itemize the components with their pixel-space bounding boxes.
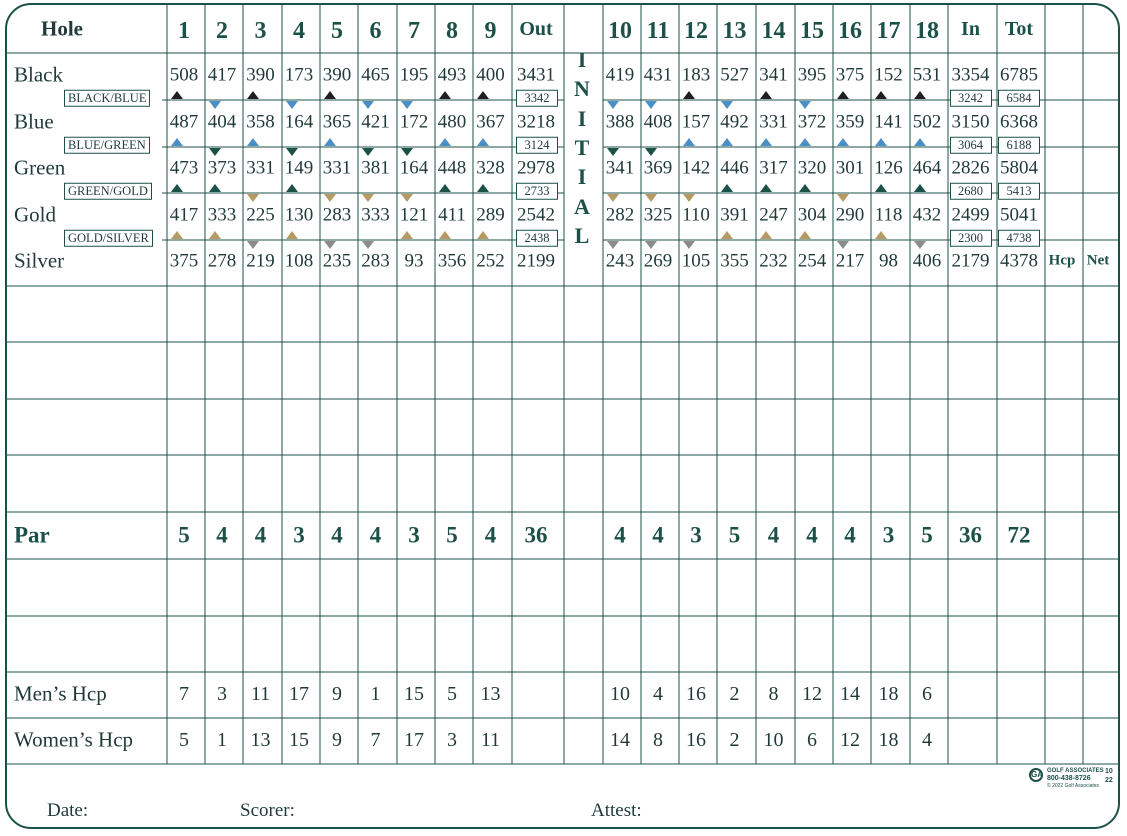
hole-number: 9 — [484, 18, 497, 44]
mens-hcp-cell: 7 — [179, 683, 189, 705]
silver-tee-marker-icon — [914, 241, 926, 249]
blue-tee-marker-icon — [247, 138, 259, 146]
yardage-cell: 331 — [322, 157, 352, 179]
yardage-cell: 359 — [835, 111, 865, 133]
hole-number: 7 — [408, 18, 420, 44]
yardage-cell: 487 — [169, 111, 199, 133]
gold-tee-marker-icon — [401, 194, 413, 202]
yardage-cell: 381 — [361, 157, 390, 179]
mens-hcp-cell: 17 — [289, 683, 309, 705]
womens-hcp-cell: 17 — [404, 729, 424, 751]
black-tee-marker-icon — [324, 91, 336, 99]
mens-hcp-cell: 9 — [332, 683, 342, 705]
green-tee-marker-icon — [286, 148, 298, 156]
black-tee-marker-icon — [439, 91, 451, 99]
combo-tot-yardage: 4738 — [998, 230, 1040, 247]
blue-tee-marker-icon — [607, 101, 619, 109]
womens-hcp-cell: 10 — [763, 729, 784, 751]
logo-copyright: © 2022 Golf Associates — [1047, 783, 1100, 789]
yardage-cell: 406 — [912, 250, 942, 272]
combo-tee-label: BLACK/BLUE — [64, 90, 150, 107]
gold-tee-marker-icon — [439, 231, 451, 239]
green-tee-marker-icon — [760, 184, 772, 192]
yardage-cell: 404 — [207, 111, 237, 133]
yardage-cell: 141 — [874, 111, 903, 133]
yardage-cell: 282 — [605, 204, 635, 226]
blue-tee-marker-icon — [721, 101, 733, 109]
tee-name-black: Black — [14, 62, 63, 87]
par-cell: 5 — [728, 522, 741, 548]
hole-number: 4 — [293, 18, 305, 44]
green-tee-marker-icon — [914, 184, 926, 192]
combo-out-yardage: 3342 — [516, 90, 558, 107]
womens-hcp-label: Women’s Hcp — [14, 727, 134, 752]
yardage-cell: 217 — [835, 250, 865, 272]
par-cell: 4 — [254, 522, 267, 548]
yardage-cell: 110 — [682, 204, 710, 226]
tot-yardage: 5041 — [1000, 204, 1038, 226]
black-tee-marker-icon — [875, 91, 887, 99]
tee-name-gold: Gold — [14, 202, 56, 227]
gold-tee-marker-icon — [721, 231, 733, 239]
in-yardage: 2179 — [951, 250, 990, 272]
hole-number: 16 — [838, 18, 862, 44]
blue-tee-marker-icon — [799, 138, 811, 146]
yardage-cell: 333 — [361, 204, 390, 226]
mens-hcp-cell: 4 — [653, 683, 663, 705]
hole-number: 6 — [369, 18, 382, 44]
gold-tee-marker-icon — [760, 231, 772, 239]
green-tee-marker-icon — [209, 184, 221, 192]
yardage-cell: 417 — [207, 64, 237, 86]
par-cell: 4 — [484, 522, 497, 548]
gold-tee-marker-icon — [645, 194, 657, 202]
tot-yardage: 6368 — [1000, 111, 1038, 133]
hcp-header: Hcp — [1048, 252, 1076, 269]
green-tee-marker-icon — [209, 148, 221, 156]
yardage-cell: 301 — [835, 157, 865, 179]
out-yardage: 3218 — [517, 111, 555, 133]
out-yardage: 2978 — [517, 157, 555, 179]
womens-hcp-cell: 5 — [179, 729, 189, 751]
yardage-cell: 341 — [605, 157, 635, 179]
yardage-cell: 341 — [759, 64, 788, 86]
golf-associates-logo — [1029, 766, 1115, 796]
silver-tee-marker-icon — [324, 241, 336, 249]
silver-tee-marker-icon — [247, 241, 259, 249]
blue-tee-marker-icon — [914, 138, 926, 146]
yardage-cell: 195 — [399, 64, 429, 86]
womens-hcp-cell: 13 — [250, 729, 271, 751]
yardage-cell: 419 — [605, 64, 635, 86]
mens-hcp-cell: 13 — [480, 683, 501, 705]
yardage-cell: 289 — [476, 204, 505, 226]
mens-hcp-cell: 14 — [840, 683, 860, 705]
combo-tee-label: GREEN/GOLD — [64, 183, 152, 200]
yardage-cell: 130 — [284, 204, 314, 226]
yardage-cell: 164 — [399, 157, 429, 179]
yardage-cell: 375 — [169, 250, 199, 272]
black-tee-marker-icon — [914, 91, 926, 99]
yardage-cell: 152 — [874, 64, 903, 86]
silver-tee-marker-icon — [645, 241, 657, 249]
green-tee-marker-icon — [286, 184, 298, 192]
yardage-cell: 375 — [835, 64, 865, 86]
green-tee-marker-icon — [362, 148, 374, 156]
par-cell: 4 — [614, 522, 626, 548]
blue-tee-marker-icon — [286, 101, 298, 109]
gold-tee-marker-icon — [286, 231, 298, 239]
hole-number: 18 — [915, 18, 939, 44]
silver-tee-marker-icon — [362, 241, 374, 249]
logo-company: GOLF ASSOCIATES — [1047, 768, 1104, 774]
mens-hcp-cell: 5 — [447, 683, 457, 705]
black-tee-marker-icon — [683, 91, 695, 99]
hole-number: 10 — [608, 18, 632, 44]
par-cell: 3 — [882, 522, 895, 548]
hole-number: 13 — [722, 18, 747, 44]
green-tee-marker-icon — [401, 148, 413, 156]
gold-tee-marker-icon — [837, 194, 849, 202]
yardage-cell: 465 — [361, 64, 390, 86]
womens-hcp-cell: 16 — [686, 729, 706, 751]
yardage-cell: 508 — [169, 64, 199, 86]
yardage-cell: 358 — [246, 111, 275, 133]
gold-tee-marker-icon — [607, 194, 619, 202]
combo-in-yardage: 3242 — [950, 90, 992, 107]
yardage-cell: 408 — [643, 111, 673, 133]
yardage-cell: 219 — [246, 250, 275, 272]
combo-in-yardage: 2680 — [950, 183, 992, 200]
womens-hcp-cell: 15 — [289, 729, 309, 751]
combo-tee-label: GOLD/SILVER — [64, 230, 153, 247]
yardage-cell: 225 — [246, 204, 275, 226]
par-cell: 4 — [767, 522, 780, 548]
gold-tee-marker-icon — [799, 231, 811, 239]
hole-number: 17 — [876, 18, 901, 44]
yardage-cell: 367 — [476, 111, 505, 133]
mens-hcp-label: Men’s Hcp — [14, 681, 107, 706]
womens-hcp-cell: 3 — [447, 729, 457, 751]
green-tee-marker-icon — [875, 184, 887, 192]
out-header: Out — [519, 18, 553, 40]
yardage-cell: 142 — [681, 157, 711, 179]
blue-tee-marker-icon — [324, 138, 336, 146]
womens-hcp-cell: 9 — [332, 729, 342, 751]
yardage-cell: 243 — [605, 250, 635, 272]
yardage-cell: 254 — [797, 250, 827, 272]
par-cell: 5 — [178, 522, 190, 548]
yardage-cell: 464 — [912, 157, 942, 179]
blue-tee-marker-icon — [171, 138, 183, 146]
initial-letter: A — [574, 193, 590, 219]
mens-hcp-cell: 11 — [250, 683, 271, 705]
blue-tee-marker-icon — [362, 101, 374, 109]
par-cell: 3 — [408, 522, 420, 548]
yardage-cell: 400 — [476, 64, 505, 86]
womens-hcp-cell: 2 — [729, 729, 740, 751]
par-label: Par — [14, 522, 50, 548]
logo-phone: 800-438-8726 — [1047, 775, 1091, 782]
yardage-cell: 235 — [322, 250, 352, 272]
tee-name-green: Green — [14, 155, 66, 180]
initial-letter: N — [574, 76, 590, 102]
womens-hcp-cell: 6 — [807, 729, 817, 751]
green-tee-marker-icon — [645, 148, 657, 156]
yardage-cell: 121 — [399, 204, 429, 226]
par-cell: 4 — [806, 522, 818, 548]
blue-tee-marker-icon — [875, 138, 887, 146]
womens-hcp-cell: 1 — [217, 729, 227, 751]
par-tot: 72 — [1007, 522, 1031, 548]
par-cell: 5 — [921, 522, 933, 548]
yardage-cell: 356 — [437, 250, 467, 272]
par-cell: 5 — [446, 522, 458, 548]
yardage-cell: 417 — [169, 204, 199, 226]
tee-name-silver: Silver — [14, 248, 65, 273]
yardage-cell: 331 — [246, 157, 275, 179]
in-yardage: 2826 — [951, 157, 990, 179]
in-header: In — [961, 18, 980, 40]
combo-tee-label: BLUE/GREEN — [64, 137, 150, 154]
hole-number: 11 — [646, 18, 670, 44]
par-cell: 3 — [293, 522, 305, 548]
gold-tee-marker-icon — [362, 194, 374, 202]
gold-tee-marker-icon — [324, 194, 336, 202]
yardage-cell: 395 — [797, 64, 827, 86]
hole-number: 5 — [331, 18, 343, 44]
in-yardage: 3150 — [951, 111, 990, 133]
mens-hcp-cell: 10 — [610, 683, 630, 705]
attest-label: Attest: — [591, 800, 642, 821]
initial-letter: I — [577, 47, 587, 72]
logo-version: 10 22 — [1105, 768, 1113, 784]
combo-out-yardage: 3124 — [516, 137, 558, 154]
out-yardage: 3431 — [517, 64, 555, 86]
scorer-label: Scorer: — [240, 800, 295, 821]
yardage-cell: 431 — [643, 64, 673, 86]
gold-tee-marker-icon — [209, 231, 221, 239]
yardage-cell: 373 — [207, 157, 237, 179]
black-tee-marker-icon — [760, 91, 772, 99]
womens-hcp-cell: 14 — [610, 729, 630, 751]
hole-number: 12 — [684, 18, 708, 44]
yardage-cell: 493 — [437, 64, 467, 86]
net-header: Net — [1086, 252, 1110, 269]
green-tee-marker-icon — [799, 184, 811, 192]
gold-tee-marker-icon — [477, 231, 489, 239]
blue-tee-marker-icon — [209, 101, 221, 109]
yardage-cell: 432 — [912, 204, 942, 226]
ga-logo-icon: GA — [1029, 768, 1043, 782]
gold-tee-marker-icon — [875, 231, 887, 239]
yardage-cell: 290 — [835, 204, 865, 226]
womens-hcp-cell: 8 — [653, 729, 663, 751]
par-cell: 3 — [690, 522, 702, 548]
yardage-cell: 126 — [874, 157, 903, 179]
combo-in-yardage: 2300 — [950, 230, 992, 247]
combo-out-yardage: 2733 — [516, 183, 558, 200]
yardage-cell: 390 — [322, 64, 352, 86]
par-cell: 4 — [652, 522, 664, 548]
hole-number: 3 — [254, 18, 267, 44]
par-cell: 4 — [844, 522, 856, 548]
yardage-cell: 527 — [720, 64, 749, 86]
womens-hcp-cell: 12 — [840, 729, 860, 751]
blue-tee-marker-icon — [799, 101, 811, 109]
yardage-cell: 391 — [720, 204, 749, 226]
tot-yardage: 5804 — [1000, 157, 1038, 179]
in-yardage: 2499 — [951, 204, 990, 226]
yardage-cell: 355 — [720, 250, 749, 272]
yardage-cell: 320 — [797, 157, 827, 179]
par-in: 36 — [959, 522, 982, 548]
mens-hcp-cell: 16 — [686, 683, 706, 705]
yardage-cell: 365 — [322, 111, 352, 133]
combo-in-yardage: 3064 — [950, 137, 992, 154]
yardage-cell: 157 — [681, 111, 711, 133]
silver-tee-marker-icon — [837, 241, 849, 249]
hole-number: 14 — [761, 18, 786, 44]
tot-yardage: 6785 — [1000, 64, 1038, 86]
yardage-cell: 390 — [246, 64, 275, 86]
yardage-cell: 105 — [681, 250, 711, 272]
tot-yardage: 4378 — [1000, 250, 1038, 272]
yardage-cell: 372 — [797, 111, 827, 133]
yardage-cell: 411 — [438, 204, 466, 226]
yardage-cell: 531 — [912, 64, 942, 86]
yardage-cell: 473 — [169, 157, 199, 179]
initial-letter: L — [574, 222, 590, 248]
green-tee-marker-icon — [439, 184, 451, 192]
blue-tee-marker-icon — [645, 101, 657, 109]
mens-hcp-cell: 8 — [768, 683, 779, 705]
yardage-cell: 388 — [605, 111, 635, 133]
yardage-cell: 283 — [322, 204, 352, 226]
gold-tee-marker-icon — [171, 231, 183, 239]
gold-tee-marker-icon — [683, 194, 695, 202]
mens-hcp-cell: 12 — [802, 683, 822, 705]
hole-number: 1 — [178, 18, 190, 44]
blue-tee-marker-icon — [760, 138, 772, 146]
blue-tee-marker-icon — [721, 138, 733, 146]
yardage-cell: 448 — [437, 157, 467, 179]
combo-tot-yardage: 6584 — [998, 90, 1040, 107]
blue-tee-marker-icon — [401, 101, 413, 109]
yardage-cell: 269 — [643, 250, 673, 272]
yardage-cell: 173 — [284, 64, 314, 86]
green-tee-marker-icon — [477, 184, 489, 192]
mens-hcp-cell: 6 — [922, 683, 932, 705]
out-yardage: 2542 — [517, 204, 555, 226]
par-cell: 4 — [369, 522, 382, 548]
gold-tee-marker-icon — [401, 231, 413, 239]
gold-tee-marker-icon — [247, 194, 259, 202]
yardage-cell: 278 — [207, 250, 237, 272]
mens-hcp-cell: 15 — [404, 683, 424, 705]
mens-hcp-cell: 2 — [729, 683, 740, 705]
yardage-cell: 421 — [361, 111, 390, 133]
yardage-cell: 164 — [284, 111, 314, 133]
yardage-cell: 331 — [759, 111, 788, 133]
yardage-cell: 232 — [759, 250, 788, 272]
par-out: 36 — [524, 522, 548, 548]
yardage-cell: 149 — [284, 157, 314, 179]
black-tee-marker-icon — [477, 91, 489, 99]
in-yardage: 3354 — [951, 64, 990, 86]
black-tee-marker-icon — [837, 91, 849, 99]
green-tee-marker-icon — [607, 148, 619, 156]
yardage-cell: 325 — [643, 204, 673, 226]
yardage-cell: 492 — [720, 111, 749, 133]
yardage-cell: 118 — [874, 204, 903, 226]
womens-hcp-cell: 11 — [480, 729, 501, 751]
silver-tee-marker-icon — [683, 241, 695, 249]
blue-tee-marker-icon — [683, 138, 695, 146]
blue-tee-marker-icon — [837, 138, 849, 146]
blue-tee-marker-icon — [477, 138, 489, 146]
mens-hcp-cell: 1 — [370, 683, 381, 705]
yardage-cell: 369 — [643, 157, 673, 179]
initial-letter: T — [574, 134, 590, 160]
par-cell: 4 — [331, 522, 343, 548]
silver-tee-marker-icon — [607, 241, 619, 249]
yardage-cell: 98 — [879, 250, 898, 272]
green-tee-marker-icon — [171, 184, 183, 192]
green-tee-marker-icon — [721, 184, 733, 192]
yardage-cell: 183 — [681, 64, 711, 86]
yardage-cell: 172 — [399, 111, 429, 133]
yardage-cell: 446 — [720, 157, 749, 179]
yardage-cell: 333 — [207, 204, 237, 226]
yardage-cell: 283 — [361, 250, 390, 272]
mens-hcp-cell: 18 — [878, 683, 899, 705]
combo-tot-yardage: 6188 — [998, 137, 1040, 154]
par-cell: 4 — [216, 522, 228, 548]
womens-hcp-cell: 4 — [922, 729, 932, 751]
yardage-cell: 93 — [404, 250, 424, 272]
out-yardage: 2199 — [517, 250, 555, 272]
blue-tee-marker-icon — [439, 138, 451, 146]
yardage-cell: 328 — [476, 157, 505, 179]
tot-header: Tot — [1004, 18, 1034, 40]
mens-hcp-cell: 3 — [217, 683, 227, 705]
hole-number: 8 — [446, 18, 458, 44]
initial-letter: I — [577, 164, 587, 190]
black-tee-marker-icon — [171, 91, 183, 99]
initial-letter: I — [577, 105, 587, 131]
hole-number: 15 — [800, 18, 824, 44]
black-tee-marker-icon — [247, 91, 259, 99]
hole-number: 2 — [216, 18, 228, 44]
hole-header: Hole — [41, 16, 83, 41]
womens-hcp-cell: 18 — [878, 729, 899, 751]
date-label: Date: — [47, 800, 89, 821]
combo-tot-yardage: 5413 — [998, 183, 1040, 200]
womens-hcp-cell: 7 — [370, 729, 381, 751]
combo-out-yardage: 2438 — [516, 230, 558, 247]
yardage-cell: 108 — [284, 250, 314, 272]
yardage-cell: 247 — [759, 204, 788, 226]
yardage-cell: 502 — [912, 111, 942, 133]
yardage-cell: 317 — [759, 157, 788, 179]
yardage-cell: 252 — [476, 250, 505, 272]
yardage-cell: 480 — [437, 111, 467, 133]
yardage-cell: 304 — [797, 204, 827, 226]
tee-name-blue: Blue — [14, 109, 54, 134]
